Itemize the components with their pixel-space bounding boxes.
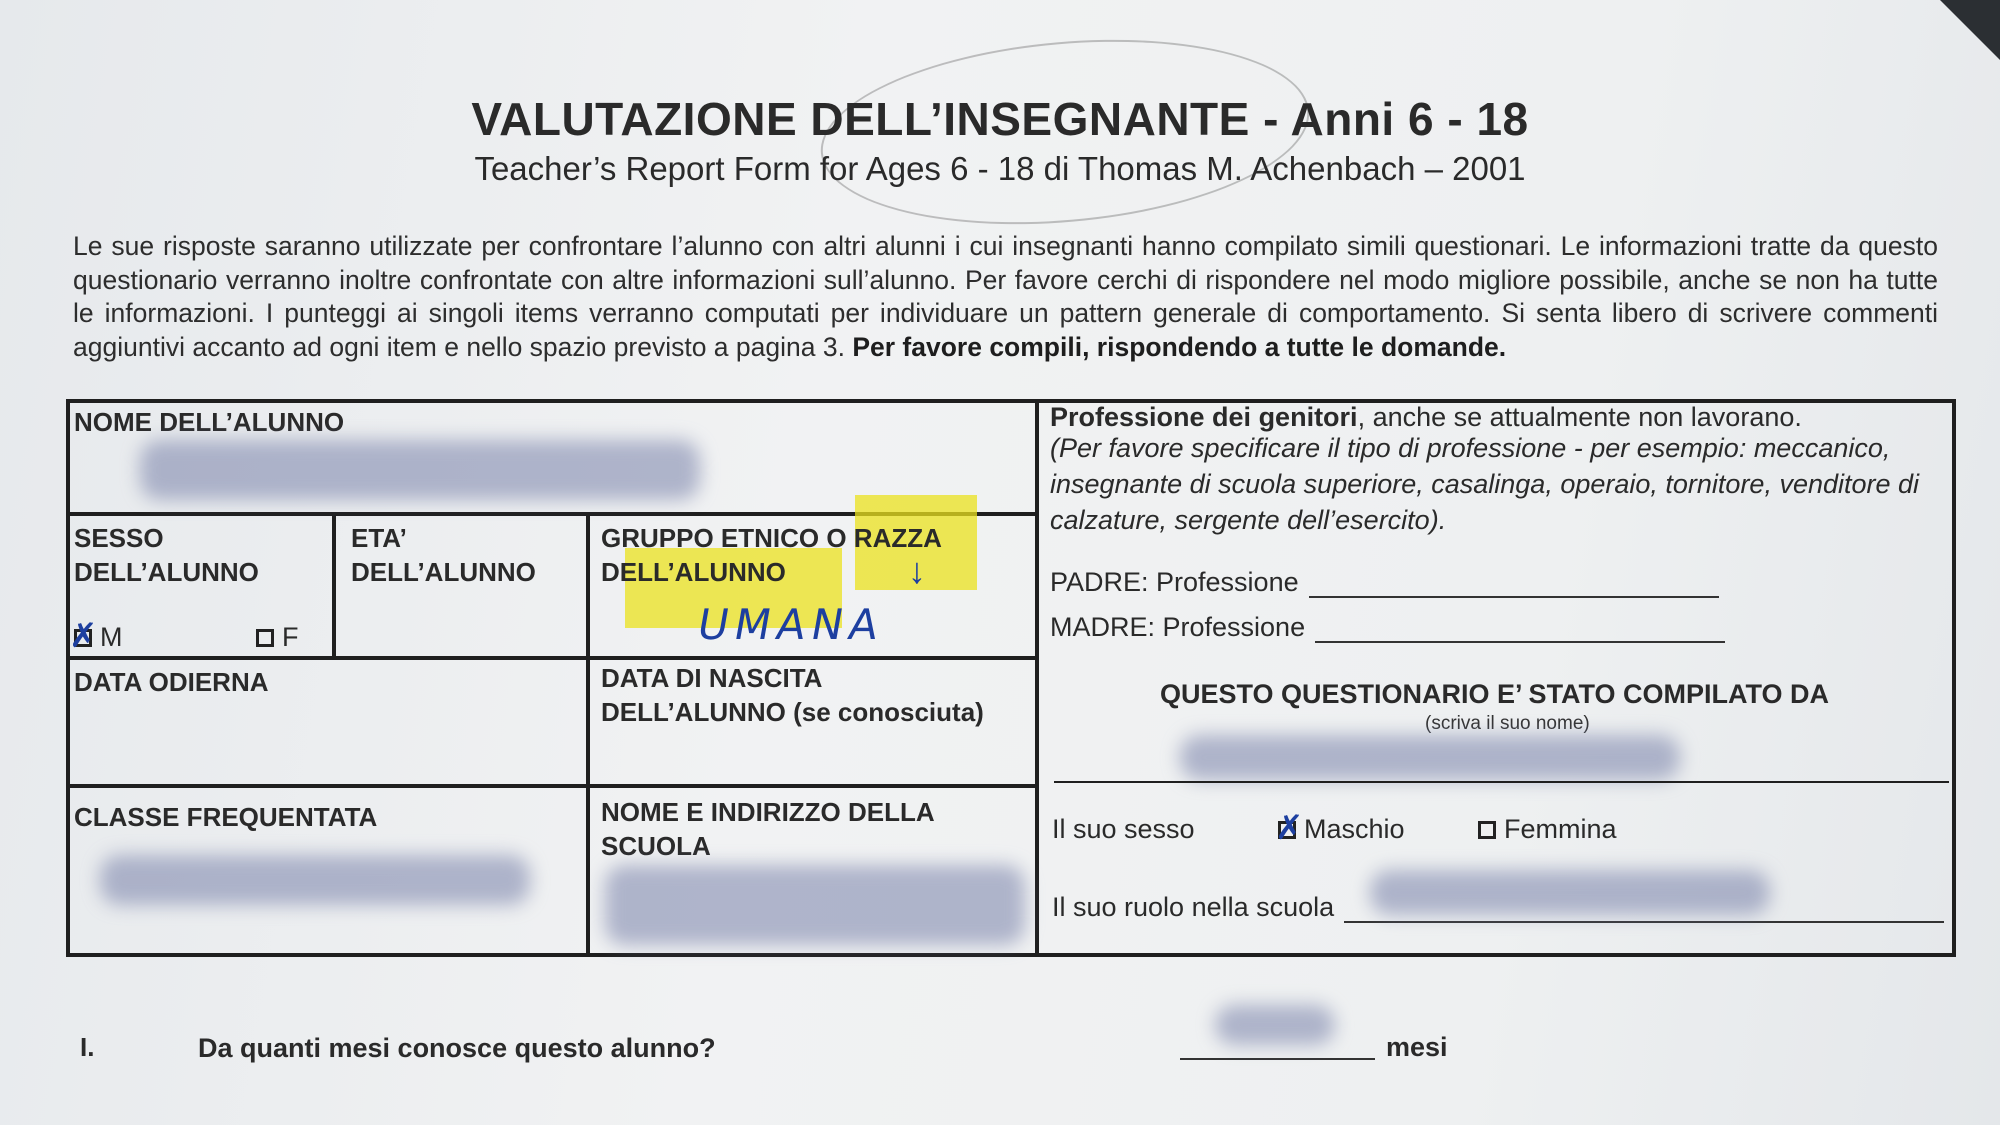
redacted-months xyxy=(1215,1005,1335,1045)
nascita-label xyxy=(601,661,984,729)
classe-label: CLASSE FREQUENTATA xyxy=(74,802,378,832)
professione-rest: , anche se attualmente non lavorano. xyxy=(1357,402,1802,432)
examples-line-2: insegnante di scuola superiore, casalinga, operaio, tornitore, venditore di xyxy=(1050,469,1920,499)
divider xyxy=(586,514,590,957)
gruppo-value: UMANA xyxy=(693,600,889,649)
gruppo-label xyxy=(601,521,942,589)
redacted-name xyxy=(140,440,700,500)
redacted-teacher-name xyxy=(1180,735,1680,780)
checkbox[interactable] xyxy=(1478,821,1496,839)
maschio-option[interactable] xyxy=(1275,808,1405,847)
femmina-label: Femmina xyxy=(1504,814,1617,844)
sesso-m-option[interactable] xyxy=(69,616,123,655)
examples-line-3: calzature, sergente dell’esercito). xyxy=(1050,505,1447,535)
form-subtitle: Teacher’s Report Form for Ages 6 - 18 di Thomas M. Achenbach – 2001 xyxy=(474,150,1526,187)
examples-line-1: (Per favore specificare il tipo di professione - per esempio: meccanico, xyxy=(1050,433,1891,463)
nascita-label-1: DATA DI NASCITA xyxy=(601,663,823,693)
eta-label-1: ETA’ xyxy=(351,523,407,553)
ruolo-label: Il suo ruolo nella scuola xyxy=(1052,892,1335,922)
professione-bold: Professione dei genitori xyxy=(1050,402,1358,432)
form-title: VALUTAZIONE DELL’INSEGNANTE - Anni 6 - 18 xyxy=(471,93,1529,145)
checkbox-checked[interactable]: ✗ xyxy=(69,616,98,655)
intro-paragraph xyxy=(73,230,1938,364)
gruppo-label-2: DELL’ALUNNO xyxy=(601,557,786,587)
checkbox[interactable] xyxy=(256,629,274,647)
question-text: Da quanti mesi conosce questo alunno? xyxy=(198,1033,716,1063)
sesso-label-1: SESSO xyxy=(74,523,164,553)
data-odierna-label: DATA ODIERNA xyxy=(74,667,269,697)
divider xyxy=(1035,399,1039,957)
compilato-hint: (scriva il suo nome) xyxy=(1425,713,1590,734)
scuola-label-1: NOME E INDIRIZZO DELLA xyxy=(601,797,935,827)
divider xyxy=(1054,781,1949,783)
professione-examples xyxy=(1050,430,1919,538)
madre-label: MADRE: Professione xyxy=(1050,612,1306,642)
professione-heading xyxy=(1050,400,1802,434)
divider xyxy=(332,514,336,658)
redacted-class xyxy=(100,855,530,905)
question-number: I. xyxy=(80,1032,95,1062)
nome-label: NOME DELL’ALUNNO xyxy=(74,407,345,437)
gruppo-label-1: GRUPPO ETNICO O RAZZA xyxy=(601,523,942,553)
checkbox-checked[interactable]: ✗ xyxy=(1275,808,1304,847)
photo-corner xyxy=(1940,0,2000,60)
sesso-f-option[interactable] xyxy=(256,622,299,653)
eta-label xyxy=(351,521,536,589)
redacted-school xyxy=(605,865,1025,945)
intro-text: Le sue risposte saranno utilizzate per confrontare l’alunno con altri alunni i cui insegnanti hanno compilato simili questionari. Le informazioni tratte da questo questionario verranno inoltre confrontate con altre informazioni sull’alunno. Per favore cerchi di rispondere nel modo migliore possibile, anche se non ha tutte le informazioni. I punteggi ai singoli items verranno computati per individuare un pattern generale di comportamento. Si senta libero di scrivere commenti aggiuntivi accanto ad ogni item e nello spazio previsto a pagina 3. xyxy=(73,231,1938,362)
months-unit: mesi xyxy=(1386,1032,1448,1062)
divider xyxy=(66,784,1037,788)
redacted-role xyxy=(1370,870,1770,915)
madre-field[interactable] xyxy=(1050,612,1725,643)
femmina-option[interactable] xyxy=(1478,814,1617,845)
eta-label-2: DELL’ALUNNO xyxy=(351,557,536,587)
sesso-label-2: DELL’ALUNNO xyxy=(74,557,259,587)
nascita-label-2: DELL’ALUNNO (se conosciuta) xyxy=(601,697,984,727)
sesso-f-label: F xyxy=(282,622,299,652)
intro-bold: Per favore compili, rispondendo a tutte le domande. xyxy=(852,331,1507,362)
madre-input-line[interactable] xyxy=(1315,617,1725,643)
maschio-label: Maschio xyxy=(1304,814,1405,844)
sesso-m-label: M xyxy=(100,622,123,652)
scuola-label xyxy=(601,795,935,863)
compilato-label: QUESTO QUESTIONARIO E’ STATO COMPILATO DA xyxy=(1160,679,1830,709)
padre-field[interactable] xyxy=(1050,567,1719,598)
padre-input-line[interactable] xyxy=(1309,572,1719,598)
sesso-insegnante-label: Il suo sesso xyxy=(1052,814,1195,844)
sesso-label xyxy=(74,521,259,589)
divider xyxy=(66,656,1037,660)
scuola-label-2: SCUOLA xyxy=(601,831,711,861)
padre-label: PADRE: Professione xyxy=(1050,567,1299,597)
arrow-down-icon: ↓ xyxy=(908,550,926,591)
